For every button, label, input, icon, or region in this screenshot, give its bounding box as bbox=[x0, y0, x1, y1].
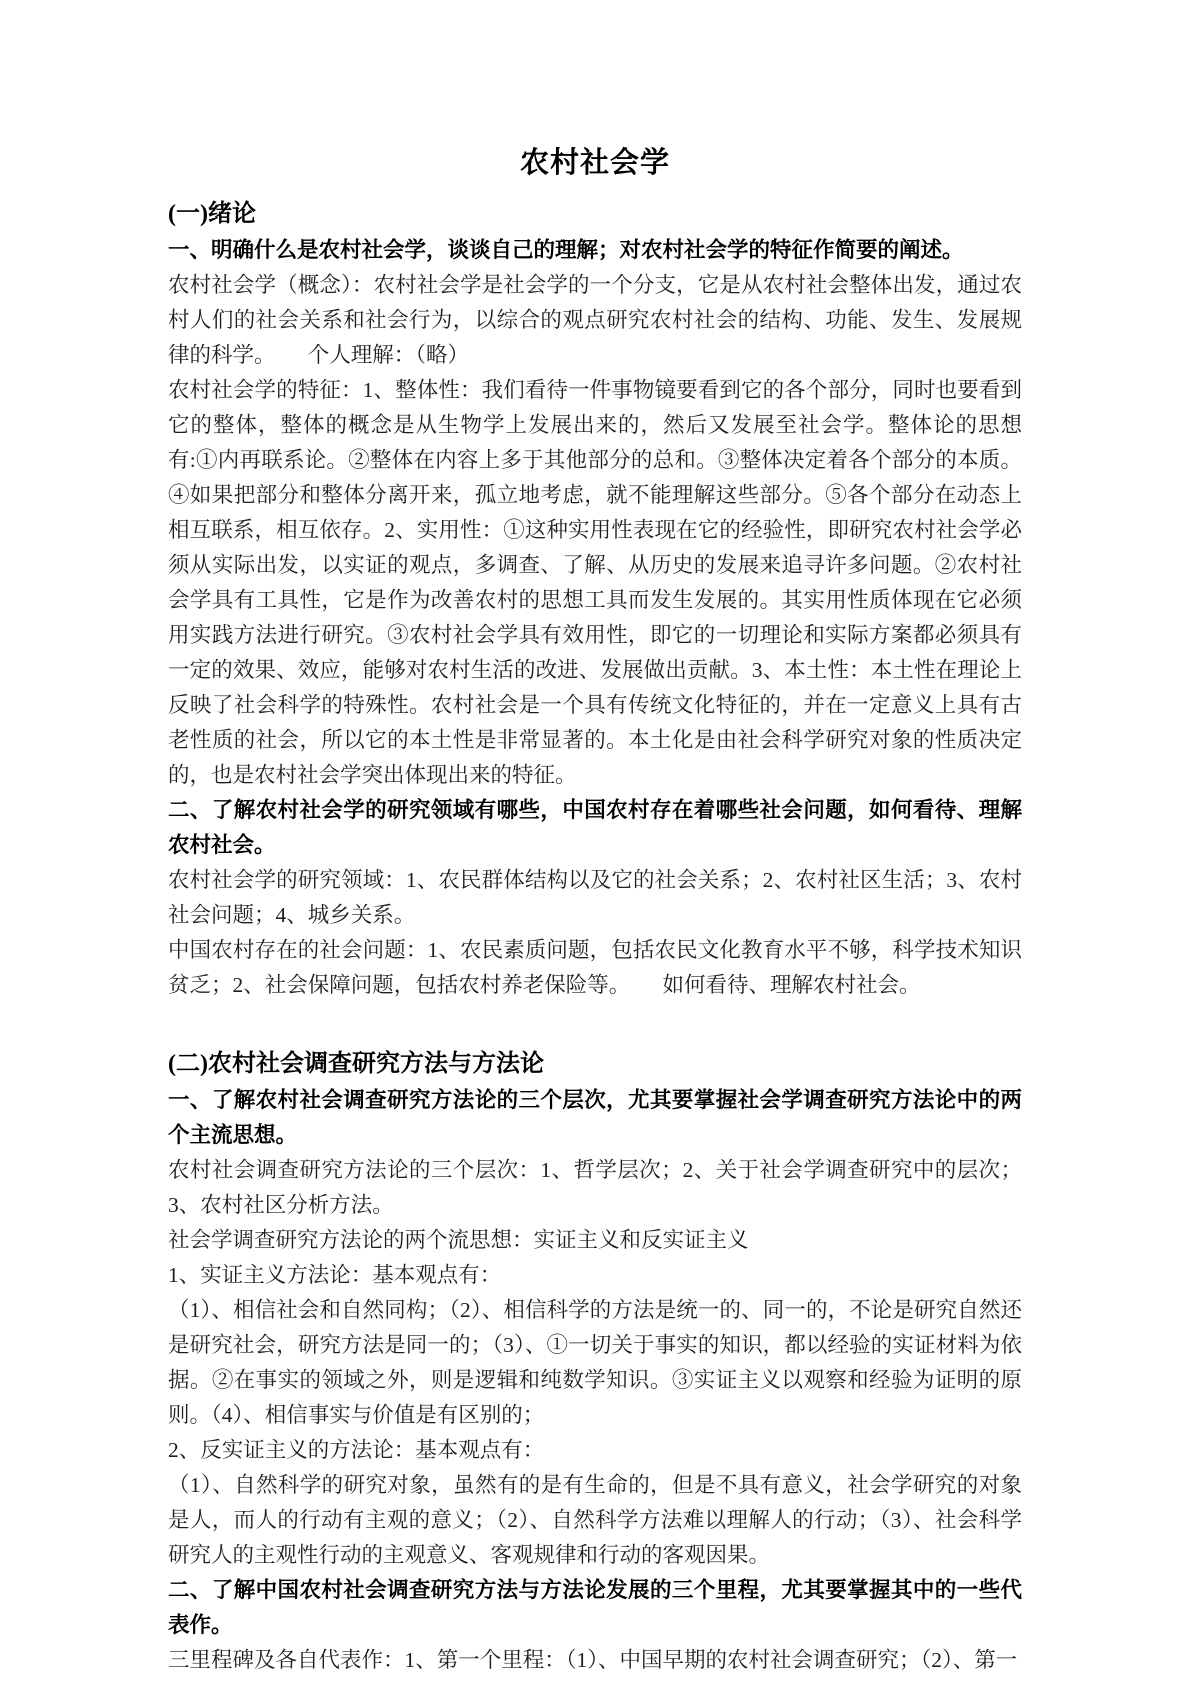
section-2-question-1: 一、了解农村社会调查研究方法论的三个层次，尤其要掌握社会学调查研究方法论中的两个主流思想。 bbox=[168, 1088, 1022, 1147]
section-1-paragraph-characteristics: 农村社会学的特征：1、整体性：我们看待一件事物镜要看到它的各个部分，同时也要看到它的整体，整体的概念是从生物学上发展出来的，然后又发展至社会学。整体论的思想有:①内再联系论。②整体在内容上多于其他部分的总和。③整体决定着各个部分的本质。④如果把部分和整体分离开来，孤立地考虑，就不能理解这些部分。⑤各个部分在动态上相互联系，相互依存。2、实用性：①这种实用性表现在它的经验性，即研究农村社会学必须从实际出发，以实证的观点，多调查、了解、从历史的发展来追寻许多问题。②农村社会学具有工具性，它是作为改善农村的思想工具而发生发展的。其实用性质体现在它必须用实践方法进行研究。③农村社会学具有效用性，即它的一切理论和实际方案都必须具有一定的效果、效应，能够对农村生活的改进、发展做出贡献。3、本土性：本土性在理论上反映了社会科学的特殊性。农村社会是一个具有传统文化特征的，并在一定意义上具有古老性质的社会，所以它的本土性是非常显著的。本土化是由社会科学研究对象的性质决定的，也是农村社会学突出体现出来的特征。 bbox=[168, 378, 1022, 787]
section-2-paragraph-three-levels: 农村社会调查研究方法论的三个层次：1、哲学层次；2、关于社会学调查研究中的层次；3、农村社区分析方法。 bbox=[168, 1158, 1022, 1217]
section-1-paragraph-social-problems: 中国农村存在的社会问题：1、农民素质问题，包括农民文化教育水平不够，科学技术知识贫乏；2、社会保障问题，包括农村养老保险等。 如何看待、理解农村社会。 bbox=[168, 938, 1022, 997]
section-1-paragraph-definition: 农村社会学（概念）：农村社会学是社会学的一个分支，它是从农村社会整体出发，通过农村人们的社会关系和社会行为，以综合的观点研究农村社会的结构、功能、发生、发展规律的科学。 个人理解：（略） bbox=[168, 273, 1022, 367]
section-2-paragraph-milestones: 三里程碑及各自代表作：1、第一个里程：（1）、中国早期的农村社会调查研究；（2）、第一 bbox=[168, 1648, 1018, 1672]
section-2-paragraph-positivism-points: （1）、相信社会和自然同构；（2）、相信科学的方法是统一的、同一的，不论是研究自然还是研究社会，研究方法是同一的；（3）、①一切关于事实的知识，都以经验的实证材料为依据。②在事实的领域之外，则是逻辑和纯数学知识。③实证主义以观察和经验为证明的原则。（4）、相信事实与价值是有区别的； bbox=[168, 1298, 1022, 1427]
section-1-paragraph-research-fields: 农村社会学的研究领域：1、农民群体结构以及它的社会关系；2、农村社区生活；3、农村社会问题；4、城乡关系。 bbox=[168, 868, 1022, 927]
section-2-paragraph-antipositivism-label: 2、反实证主义的方法论：基本观点有： bbox=[168, 1438, 545, 1462]
section-2-paragraph-two-schools: 社会学调查研究方法论的两个流思想：实证主义和反实证主义 bbox=[168, 1228, 749, 1252]
section-2-question-2: 二、了解中国农村社会调查研究方法与方法论发展的三个里程，尤其要掌握其中的一些代表作。 bbox=[168, 1578, 1022, 1637]
section-1-question-1: 一、明确什么是农村社会学，谈谈自己的理解；对农村社会学的特征作简要的阐述。 bbox=[168, 238, 964, 262]
section-2-paragraph-antipositivism-points: （1）、自然科学的研究对象，虽然有的是有生命的，但是不具有意义，社会学研究的对象是人，而人的行动有主观的意义；（2）、自然科学方法难以理解人的行动；（3）、社会科学研究人的主观性行动的主观意义、客观规律和行动的客观因果。 bbox=[168, 1473, 1022, 1567]
section-1-heading: (一)绪论 bbox=[168, 201, 256, 227]
document-title: 农村社会学 bbox=[519, 147, 670, 179]
section-1-question-2: 二、了解农村社会学的研究领域有哪些，中国农村存在着哪些社会问题，如何看待、理解农村社会。 bbox=[168, 798, 1022, 857]
section-2-paragraph-positivism-label: 1、实证主义方法论：基本观点有： bbox=[168, 1263, 502, 1287]
section-introduction bbox=[168, 195, 1022, 1003]
section-2-heading: (二)农村社会调查研究方法与方法论 bbox=[168, 1051, 544, 1077]
section-methodology bbox=[168, 1045, 1022, 1678]
